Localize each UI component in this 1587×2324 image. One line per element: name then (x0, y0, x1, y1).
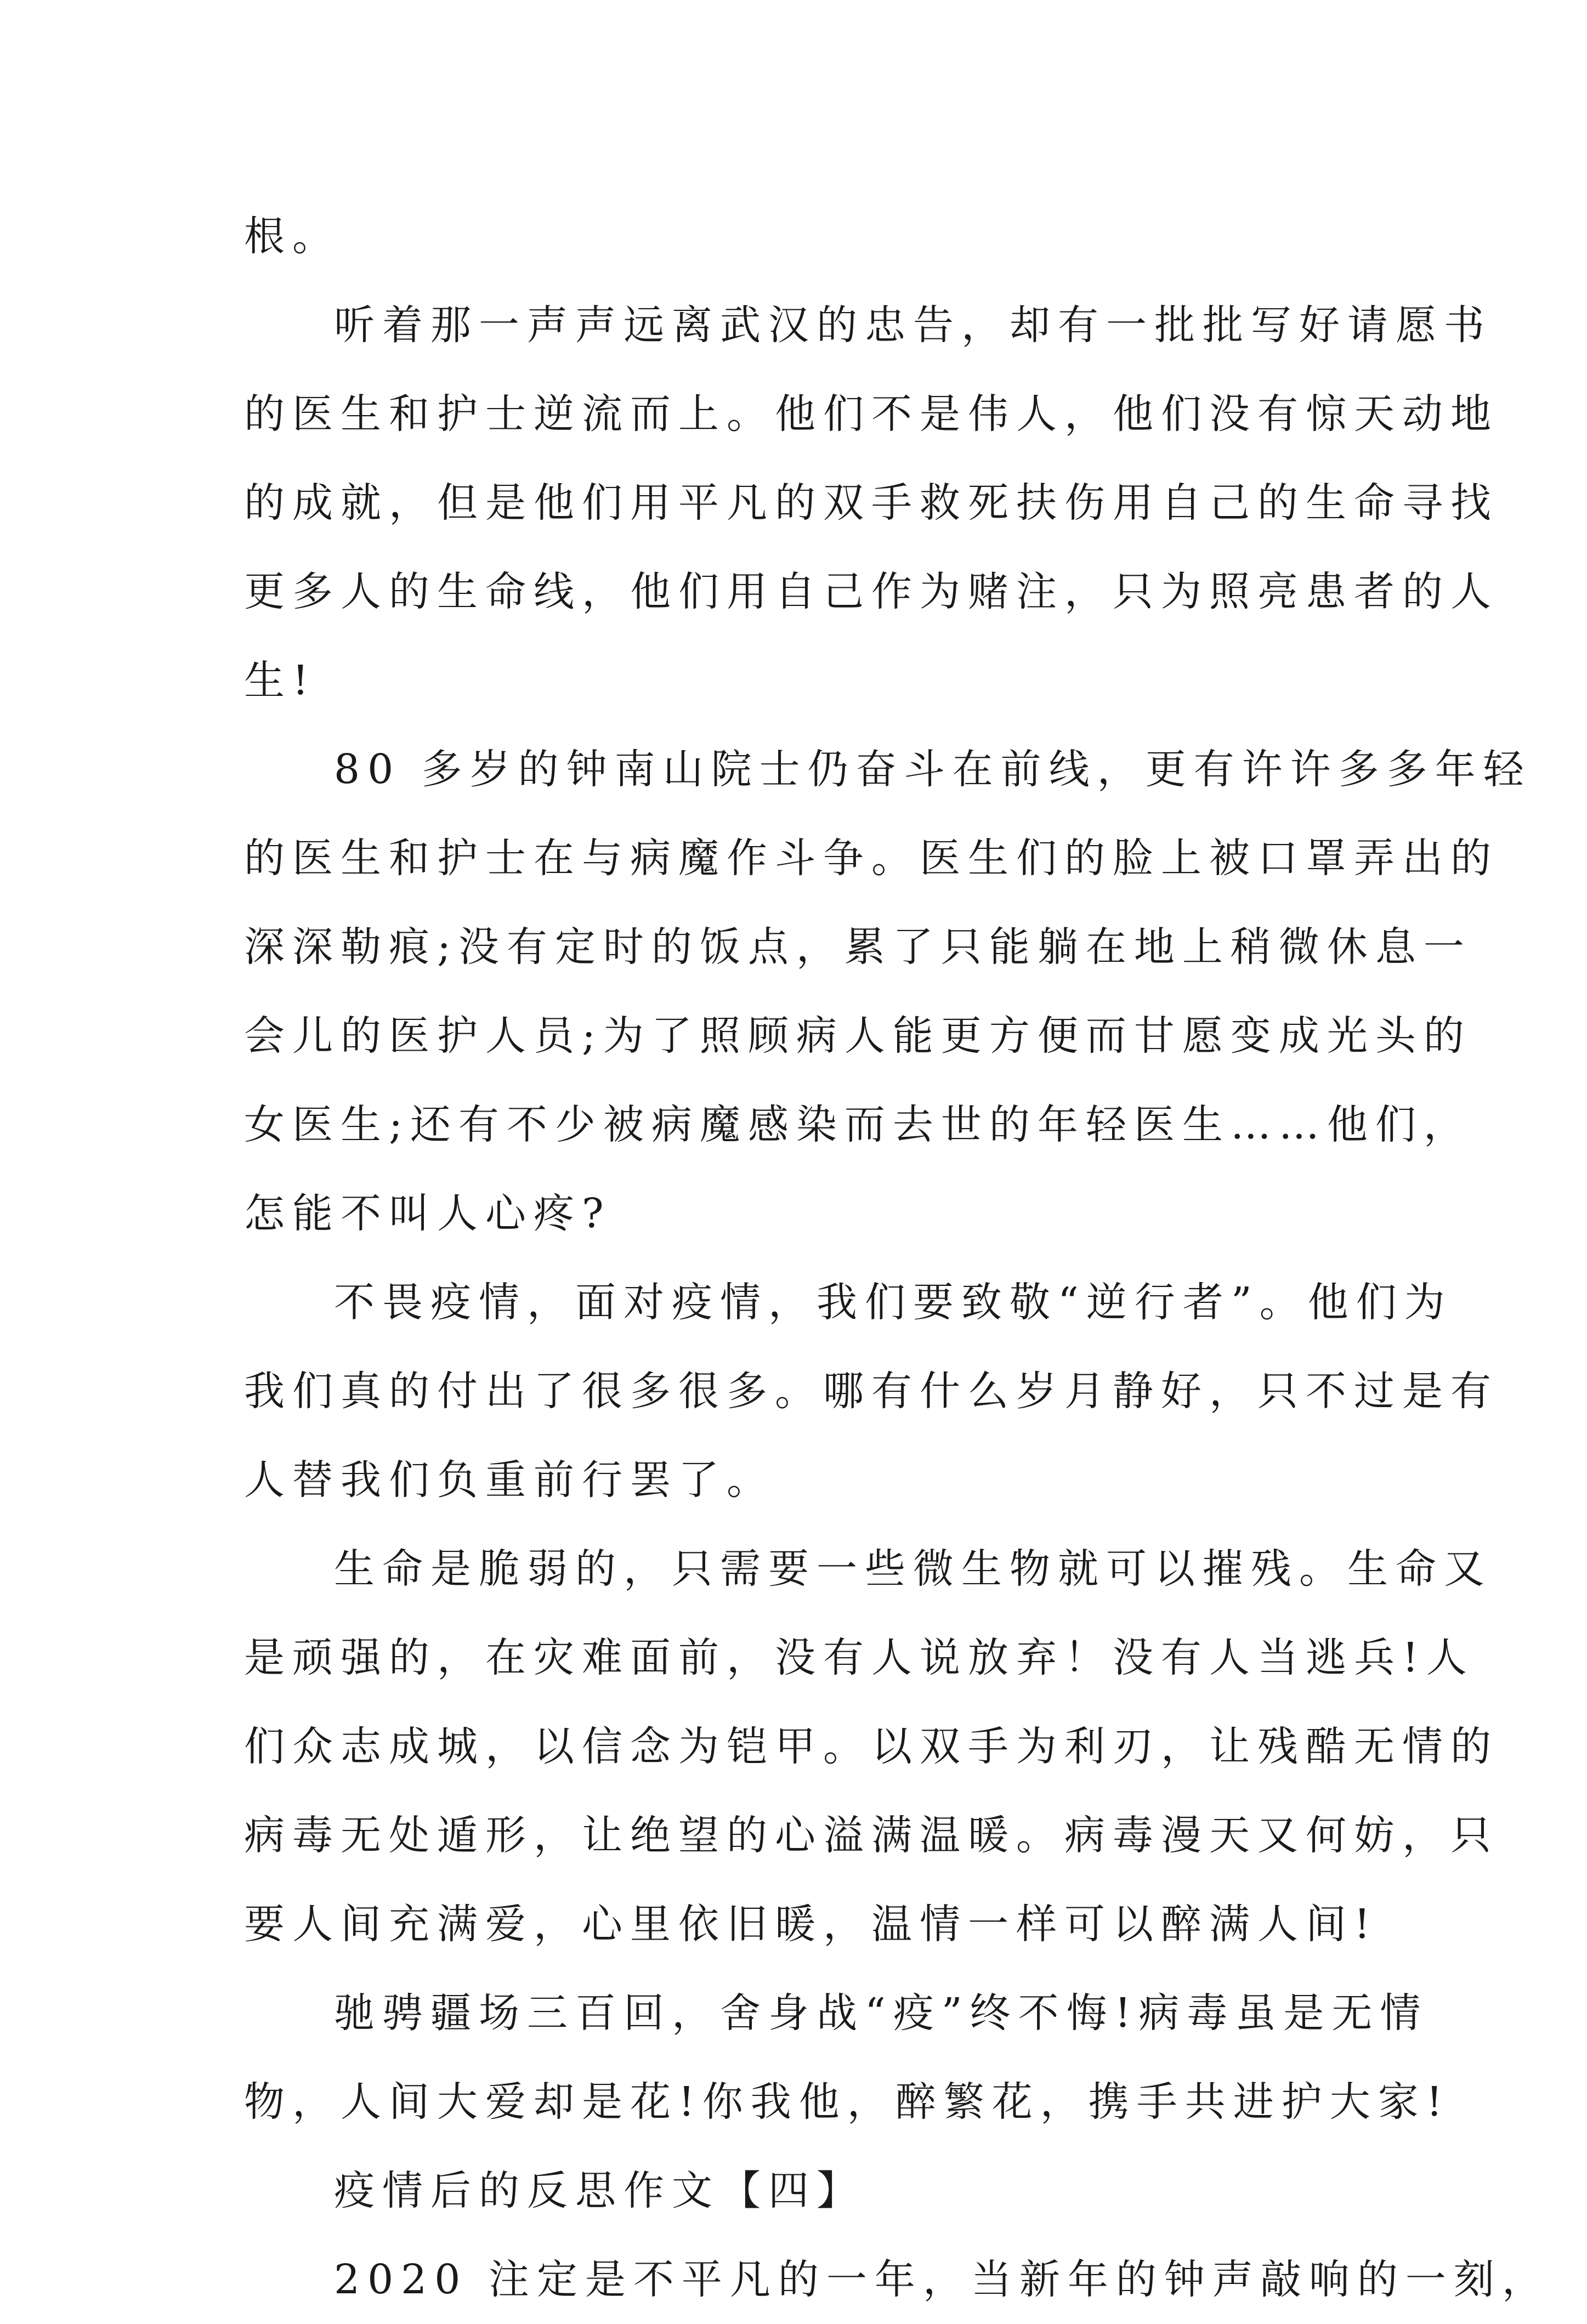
text-line: 80 多岁的钟南山院士仍奋斗在前线，更有许许多多年轻 (334, 746, 1532, 793)
paragraph-2 (244, 281, 1499, 725)
section-heading (244, 2146, 1374, 2235)
paragraph-5 (244, 1524, 1499, 1969)
paragraph-3 (244, 725, 1532, 1258)
text-line: 不畏疫情，面对疫情，我们要致敬“逆行者”。他们为 (334, 1279, 1453, 1326)
paragraph-1 (244, 192, 1374, 281)
text-line: 物，人间大爱却是花!你我他，醉繁花，携手共进护大家! (244, 2078, 1450, 2125)
text-line: 们众志成城，以信念为铠甲。以双手为利刃，让残酷无情的 (244, 1723, 1499, 1770)
text-line: 深深勒痕;没有定时的饭点，累了只能躺在地上稍微休息一 (244, 923, 1472, 971)
text-line: 听着那一声声远离武汉的忠告，却有一批批写好请愿书 (334, 302, 1492, 349)
text-line: 人替我们负重前行罢了。 (244, 1456, 775, 1504)
paragraph-4 (244, 1258, 1499, 1524)
paragraph-8 (244, 2235, 1550, 2324)
text-line: 怎能不叫人心疼? (244, 1190, 611, 1237)
text-line: 我们真的付出了很多很多。哪有什么岁月静好，只不过是有 (244, 1368, 1499, 1415)
text-line: 女医生;还有不少被病魔感染而去世的年轻医生……他们， (244, 1101, 1472, 1148)
text-line: 的成就，但是他们用平凡的双手救死扶伤用自己的生命寻找 (244, 479, 1499, 526)
text-line: 生! (244, 657, 316, 704)
document-body (244, 192, 1550, 2324)
text-line: 会儿的医护人员;为了照顾病人能更方便而甘愿变成光头的 (244, 1012, 1472, 1059)
text-line: 的医生和护士在与病魔作斗争。医生们的脸上被口罩弄出的 (244, 835, 1499, 882)
text-line: 生命是脆弱的，只需要一些微生物就可以摧残。生命又 (334, 1545, 1492, 1592)
text-line: 驰骋疆场三百回，舍身战“疫”终不悔!病毒虽是无情 (334, 1989, 1429, 2037)
text-line: 的医生和护士逆流而上。他们不是伟人，他们没有惊天动地 (244, 390, 1499, 438)
text-line: 病毒无处遁形，让绝望的心溢满温暖。病毒漫天又何妨，只 (244, 1812, 1499, 1859)
text-line: 是顽强的，在灾难面前，没有人说放弃！没有人当逃兵!人 (244, 1634, 1475, 1681)
text-line: 更多人的生命线，他们用自己作为赌注，只为照亮患者的人 (244, 568, 1499, 615)
text-line: 根。 (244, 213, 341, 260)
text-line: 2020 注定是不平凡的一年，当新年的钟声敲响的一刻， (334, 2256, 1550, 2303)
text-line: 要人间充满爱，心里依旧暖，温情一样可以醉满人间! (244, 1901, 1378, 1948)
heading-line: 疫情后的反思作文【四】 (334, 2167, 865, 2214)
paragraph-6 (244, 1969, 1450, 2146)
